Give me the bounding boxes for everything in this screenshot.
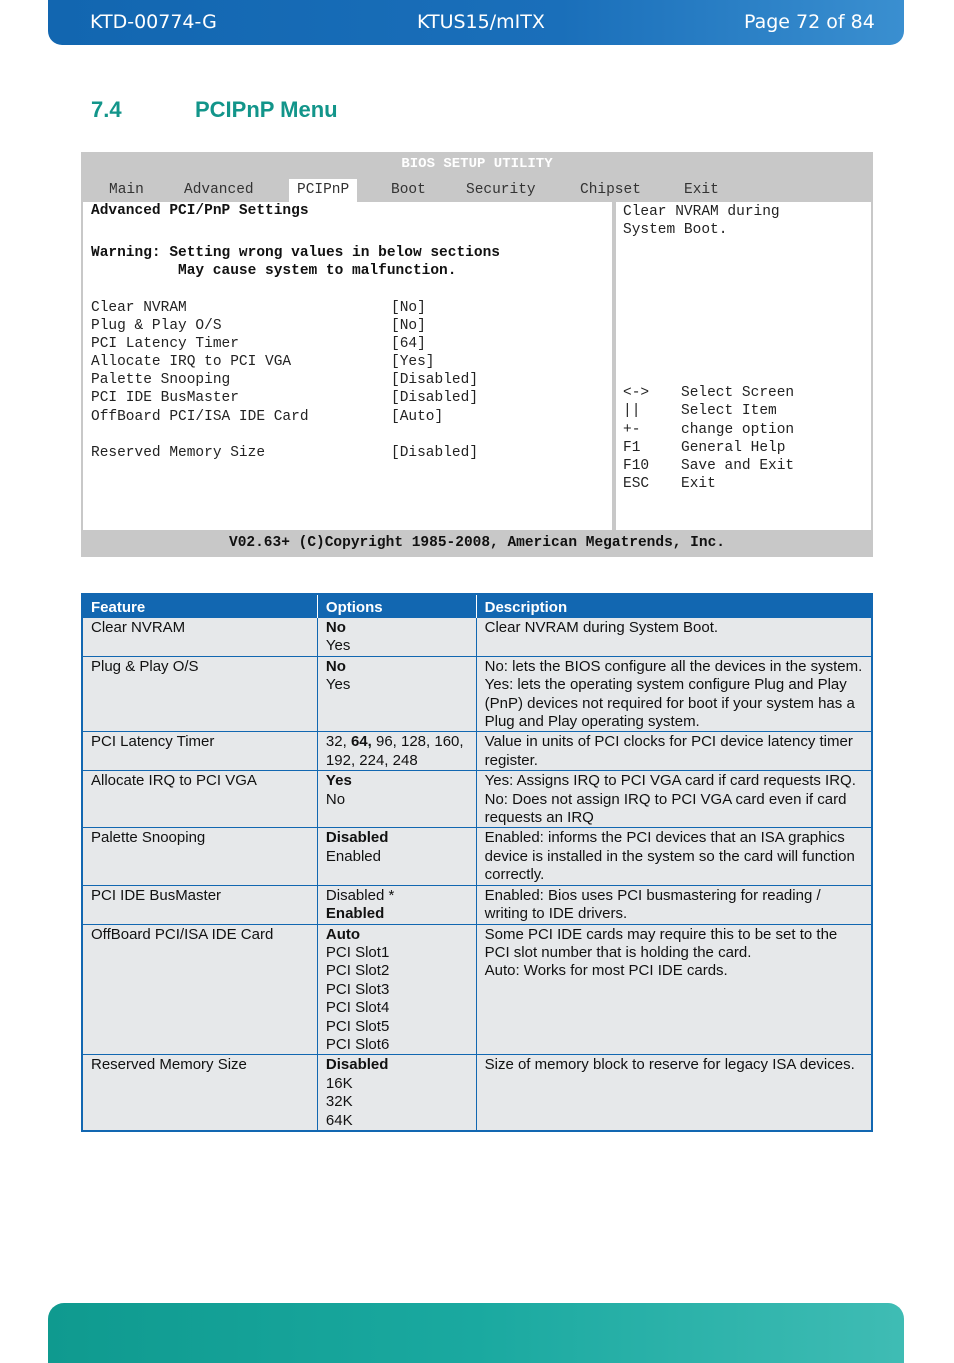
description-cell <box>476 828 872 885</box>
bios-setting-value[interactable]: [64] <box>391 336 426 352</box>
default-option: 64, <box>350 733 372 751</box>
bios-key-action: Select Item <box>681 403 777 419</box>
option: 96, 128, 160, 192, 224, 248 <box>325 733 464 769</box>
default-option: Yes <box>325 772 352 790</box>
bios-setting-value[interactable]: [No] <box>391 300 426 316</box>
description-text: Enabled: informs the PCI devices that an ISA graphics device is installed in the system so the card will function correctly. <box>484 829 855 884</box>
description-cell <box>476 732 872 771</box>
bios-tab-exit[interactable]: Exit <box>684 182 719 198</box>
bios-setting-value[interactable]: [No] <box>391 318 426 334</box>
table-row <box>82 828 872 885</box>
table-row <box>82 656 872 732</box>
table-row <box>82 771 872 828</box>
table-row <box>82 885 872 924</box>
bios-title-bar <box>81 152 873 178</box>
bios-key: <-> <box>623 385 650 401</box>
bios-setting-value[interactable]: [Auto] <box>391 409 444 425</box>
page-footer-bar <box>48 1303 904 1363</box>
option: Disabled * <box>325 886 395 904</box>
default-option: Auto <box>325 925 361 943</box>
bios-key: || <box>623 403 641 419</box>
feature-cell: Plug & Play O/S <box>82 656 317 732</box>
default-option: Disabled <box>325 1056 389 1074</box>
bios-tab-chipset[interactable]: Chipset <box>580 182 641 198</box>
bios-warning-line2: May cause system to malfunction. <box>178 263 457 279</box>
option: 32K <box>325 1093 353 1111</box>
option: 64K <box>325 1111 353 1129</box>
description-text: Yes: Assigns IRQ to PCI VGA card if card requests IRQ. <box>484 772 856 790</box>
description-cell <box>476 656 872 732</box>
option: Yes <box>325 637 351 655</box>
bios-tab-boot[interactable]: Boot <box>391 182 426 198</box>
bios-help-panel <box>614 200 873 532</box>
default-option: No <box>325 619 346 636</box>
bios-screenshot <box>81 152 873 557</box>
option: 16K <box>325 1074 353 1092</box>
column-header-feature: Feature <box>82 594 317 618</box>
bios-tab-main[interactable]: Main <box>109 182 144 198</box>
bios-title: BIOS SETUP UTILITY <box>401 156 553 172</box>
bios-key: +- <box>623 422 641 438</box>
bios-panel-heading: Advanced PCI/PnP Settings <box>91 203 309 219</box>
bios-status-bar <box>81 532 873 557</box>
description-text: Size of memory block to reserve for legacy ISA devices. <box>484 1056 855 1074</box>
options-cell <box>317 771 476 828</box>
description-text: Clear NVRAM during System Boot. <box>484 619 719 636</box>
option: PCI Slot5 <box>325 1017 390 1035</box>
bios-setting-name[interactable]: OffBoard PCI/ISA IDE Card <box>91 409 309 425</box>
bios-key-action: Select Screen <box>681 385 795 401</box>
column-header-description: Description <box>476 594 872 618</box>
bios-setting-name[interactable]: Allocate IRQ to PCI VGA <box>91 354 292 370</box>
default-option: Enabled <box>325 905 385 923</box>
bios-setting-value[interactable]: [Disabled] <box>391 372 479 388</box>
bios-key-action: General Help <box>681 440 786 456</box>
description-text: Auto: Works for most PCI IDE cards. <box>484 962 728 980</box>
bios-warning-line1: Warning: Setting wrong values in below sections <box>91 245 500 261</box>
options-cell <box>317 924 476 1055</box>
description-cell <box>476 771 872 828</box>
option: PCI Slot1 <box>325 943 390 961</box>
product-name: KTUS15/mITX <box>417 11 545 33</box>
bios-key: ESC <box>623 476 650 492</box>
bios-setting-name[interactable]: PCI IDE BusMaster <box>91 390 239 406</box>
page-number: Page 72 of 84 <box>744 11 875 33</box>
option: Enabled <box>325 847 381 865</box>
default-option: No <box>325 657 346 675</box>
description-cell <box>476 618 872 657</box>
feature-cell: PCI Latency Timer <box>82 732 317 771</box>
option: 32, <box>325 733 351 751</box>
feature-cell: PCI IDE BusMaster <box>82 885 317 924</box>
bios-tab-pcipnp[interactable]: PCIPnP <box>289 179 357 202</box>
table-row <box>82 732 872 771</box>
options-cell <box>317 1055 476 1131</box>
bios-setting-name[interactable]: Reserved Memory Size <box>91 445 266 461</box>
description-cell <box>476 924 872 1055</box>
bios-setting-value[interactable]: [Disabled] <box>391 445 479 461</box>
options-cell <box>317 656 476 732</box>
feature-cell: Reserved Memory Size <box>82 1055 317 1131</box>
options-cell <box>317 618 476 657</box>
feature-cell: OffBoard PCI/ISA IDE Card <box>82 924 317 1055</box>
bios-menu-bar <box>81 178 873 202</box>
options-cell <box>317 828 476 885</box>
feature-cell: Palette Snooping <box>82 828 317 885</box>
description-text: Value in units of PCI clocks for PCI device latency timer register. <box>484 733 853 769</box>
bios-key-action: Exit <box>681 476 716 492</box>
bios-setting-name[interactable]: PCI Latency Timer <box>91 336 239 352</box>
option: No <box>325 790 346 808</box>
description-text: No: lets the BIOS configure all the devices in the system. <box>484 657 863 675</box>
bios-key: F10 <box>623 458 650 474</box>
bios-settings-panel <box>81 200 614 532</box>
table-row <box>82 618 872 657</box>
default-option: Disabled <box>325 829 389 847</box>
feature-table <box>81 593 873 1132</box>
description-cell <box>476 885 872 924</box>
table-header-row <box>82 594 872 618</box>
section-title: PCIPnP Menu <box>195 97 338 122</box>
option: PCI Slot2 <box>325 962 390 980</box>
bios-help-line1: Clear NVRAM during <box>623 204 780 220</box>
description-text: No: Does not assign IRQ to PCI VGA card even if card requests an IRQ <box>484 790 847 827</box>
bios-help-line2: System Boot. <box>623 222 728 238</box>
column-header-options: Options <box>317 594 476 618</box>
section-number: 7.4 <box>91 97 122 122</box>
bios-setting-name[interactable]: Palette Snooping <box>91 372 231 388</box>
doc-id: KTD-00774-G <box>90 11 217 33</box>
options-cell <box>317 885 476 924</box>
bios-setting-value[interactable]: [Disabled] <box>391 390 479 406</box>
bios-setting-value[interactable]: [Yes] <box>391 354 435 370</box>
feature-cell: Allocate IRQ to PCI VGA <box>82 771 317 828</box>
bios-key-action: Save and Exit <box>681 458 795 474</box>
bios-tab-advanced[interactable]: Advanced <box>184 182 254 198</box>
bios-tab-security[interactable]: Security <box>466 182 536 198</box>
description-text: Yes: lets the operating system configure Plug and Play (PnP) devices not required for boot if your system has a Plug and Play operating system. <box>484 676 855 731</box>
option: Yes <box>325 676 351 694</box>
table-body <box>82 618 872 1131</box>
options-cell <box>317 732 476 771</box>
description-text: Some PCI IDE cards may require this to be set to the PCI slot number that is holding the card. <box>484 925 838 961</box>
table-row <box>82 1055 872 1131</box>
table-row <box>82 924 872 1055</box>
option: PCI Slot3 <box>325 980 390 998</box>
description-text: Enabled: Bios uses PCI busmastering for reading / writing to IDE drivers. <box>484 886 821 923</box>
bios-key-action: change option <box>681 422 795 438</box>
option: PCI Slot6 <box>325 1035 390 1053</box>
description-cell <box>476 1055 872 1131</box>
bios-copyright: V02.63+ (C)Copyright 1985-2008, American Megatrends, Inc. <box>229 535 725 551</box>
bios-setting-name[interactable]: Clear NVRAM <box>91 300 187 316</box>
bios-key: F1 <box>623 440 641 456</box>
option: PCI Slot4 <box>325 999 390 1017</box>
bios-setting-name[interactable]: Plug & Play O/S <box>91 318 222 334</box>
feature-cell: Clear NVRAM <box>82 618 317 657</box>
page-header <box>48 0 904 45</box>
